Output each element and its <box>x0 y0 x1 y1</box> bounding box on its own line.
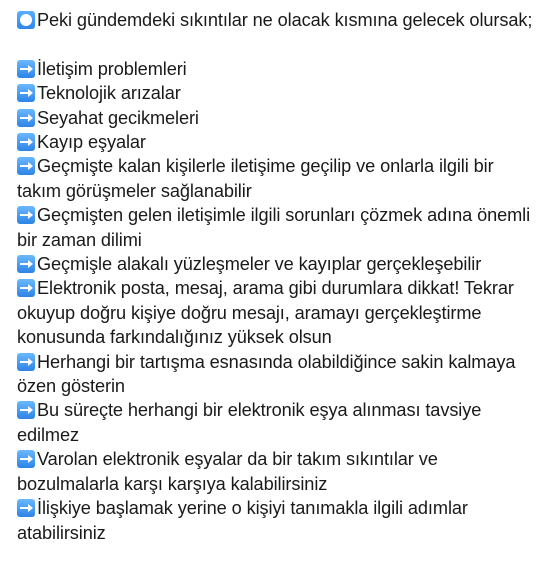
blank-line <box>17 32 539 56</box>
list-item <box>17 81 539 105</box>
list-item-text: Kayıp eşyalar <box>37 132 146 153</box>
list-item-text: Geçmişten gelen iletişimle ilgili sorunları çözmek adına önemli bir zaman dilimi <box>17 205 531 250</box>
list-item <box>17 130 539 154</box>
right-arrow-icon <box>17 255 35 273</box>
list-item-text: İletişim problemleri <box>37 58 187 79</box>
right-arrow-icon <box>17 133 35 151</box>
right-arrow-icon <box>17 206 35 224</box>
right-arrow-icon <box>17 279 35 297</box>
list-item-text: Bu süreçte herhangi bir elektronik eşya alınması tavsiye edilmez <box>17 400 482 445</box>
list-item-text: Geçmişle alakalı yüzleşmeler ve kayıplar gerçekleşebilir <box>37 254 482 275</box>
post-text <box>17 8 539 545</box>
list-item-text: Geçmişte kalan kişilerle iletişime geçilip ve onlarla ilgili bir takım görüşmeler sağlanabilir <box>17 156 494 201</box>
right-arrow-icon <box>17 84 35 102</box>
intro-text: Peki gündemdeki sıkıntılar ne olacak kısmına gelecek olursak; <box>37 10 533 30</box>
list-item-text: Seyahat gecikmeleri <box>37 107 199 128</box>
list-item <box>17 154 539 203</box>
list-item <box>17 496 539 545</box>
list-item <box>17 203 539 252</box>
list-item <box>17 398 539 447</box>
list-item-text: Varolan elektronik eşyalar da bir takım sıkıntılar ve bozulmalarla karşı karşıya kalabilirsiniz <box>17 449 438 494</box>
right-arrow-icon <box>17 401 35 419</box>
list-item-text: Elektronik posta, mesaj, arama gibi durumlara dikkat! Tekrar okuyup doğru kişiye doğru mesajı, aramayı gerçekleştirme konusunda farkındalığınız yüksek olsun <box>17 278 514 348</box>
list-item <box>17 57 539 81</box>
list-item-text: İlişkiye başlamak yerine o kişiyi tanımakla ilgili adımlar atabilirsiniz <box>17 498 468 543</box>
list-item-text: Teknolojik arızalar <box>37 83 181 104</box>
list-item <box>17 106 539 130</box>
list-item-text: Herhangi bir tartışma esnasında olabildiğince sakin kalmaya özen gösterin <box>17 351 516 397</box>
right-arrow-icon <box>17 109 35 127</box>
list-item <box>17 447 539 496</box>
right-arrow-icon <box>17 499 35 517</box>
right-arrow-icon <box>17 450 35 468</box>
right-arrow-icon <box>17 157 35 175</box>
list-item <box>17 276 539 349</box>
white-circle-icon <box>17 11 35 29</box>
list-item <box>17 252 539 276</box>
list-item <box>17 350 539 399</box>
right-arrow-icon <box>17 60 35 78</box>
right-arrow-icon <box>17 353 35 371</box>
intro-paragraph <box>17 8 539 32</box>
